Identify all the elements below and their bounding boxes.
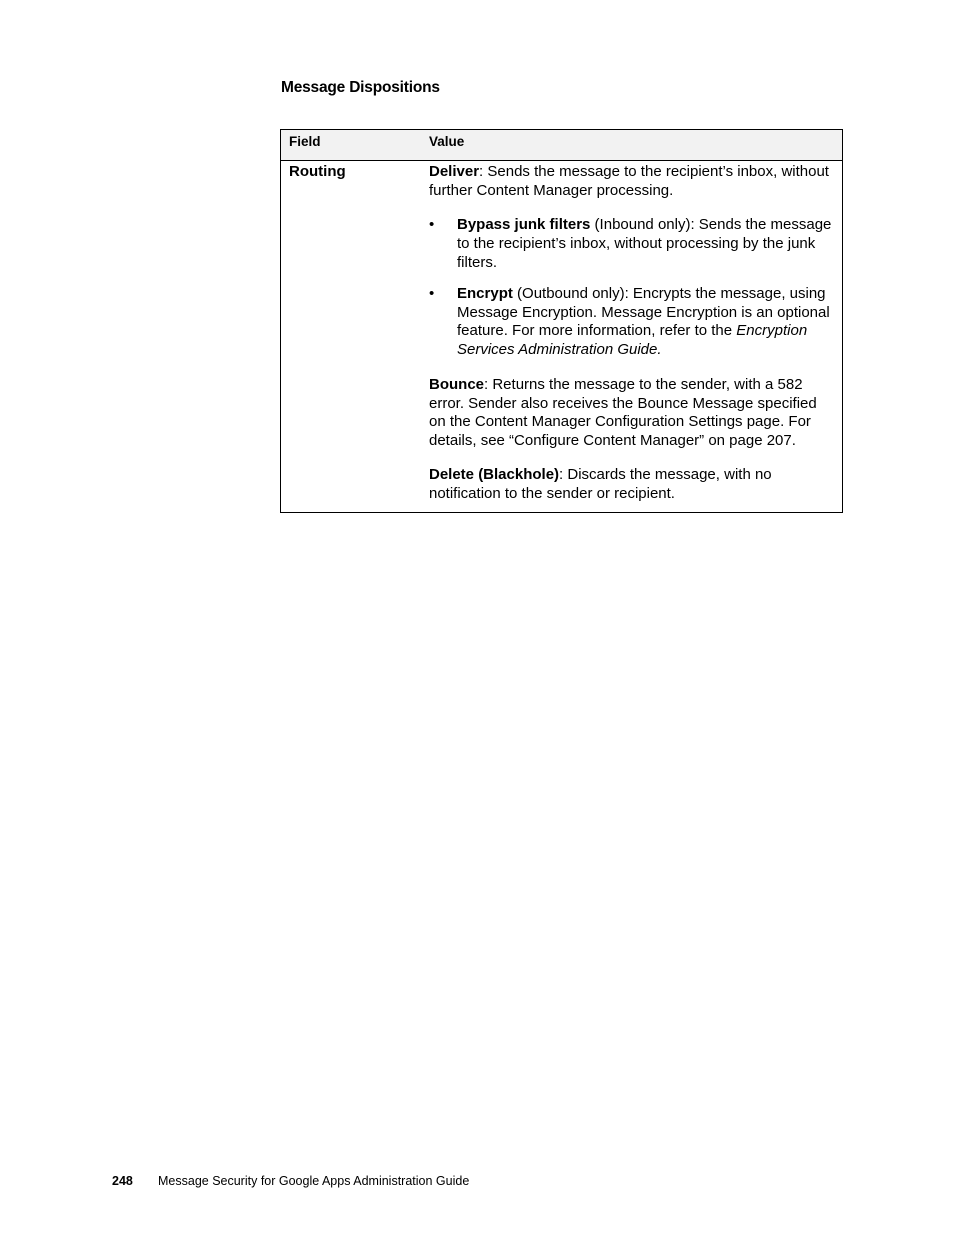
bypass-term: Bypass junk filters: [457, 216, 591, 234]
column-header-value: Value: [429, 134, 465, 149]
section-title: Message Dispositions: [281, 79, 440, 96]
deliver-paragraph: [429, 163, 834, 200]
deliver-term: Deliver: [429, 163, 480, 180]
row-value: [429, 163, 834, 504]
encrypt-guide-reference: Encryption Services Administration Guide.: [457, 322, 808, 359]
delete-paragraph: [429, 466, 834, 503]
bullet-icon: •: [429, 216, 435, 234]
bounce-text: : Returns the message to the sender, with a 582 error. Sender also receives the Bounce Message specified on the Content Manager Configuration Settings page. For details, see “Configure Content Manager” on page 207.: [429, 375, 817, 449]
delete-text: : Discards the message, with no notification to the sender or recipient.: [429, 466, 772, 502]
list-item-encrypt: [429, 285, 834, 360]
bypass-text: (Inbound only): Sends the message to the recipient’s inbox, without processing by the junk filters.: [457, 216, 832, 271]
encrypt-term: Encrypt: [457, 285, 513, 303]
row-field-routing: Routing: [289, 163, 346, 180]
delete-term: Delete (Blackhole): [429, 466, 560, 484]
bullet-icon: •: [429, 285, 435, 303]
encrypt-text: (Outbound only): Encrypts the message, using Message Encryption. Message Encryption is an optional feature. For more information, refer to the: [457, 285, 830, 340]
page-number: 248: [112, 1174, 133, 1188]
deliver-text: : Sends the message to the recipient’s inbox, without further Content Manager processing.: [429, 163, 829, 199]
bounce-paragraph: [429, 376, 834, 451]
deliver-options-list: [429, 216, 834, 359]
list-item-bypass-junk-filters: [429, 216, 834, 272]
dispositions-table: [280, 129, 843, 513]
table-row: [281, 161, 842, 512]
column-header-field: Field: [289, 134, 321, 149]
page-footer: [112, 1174, 469, 1188]
table-header: [281, 130, 842, 161]
bounce-term: Bounce: [429, 375, 485, 393]
footer-doc-title: Message Security for Google Apps Administration Guide: [158, 1174, 470, 1188]
